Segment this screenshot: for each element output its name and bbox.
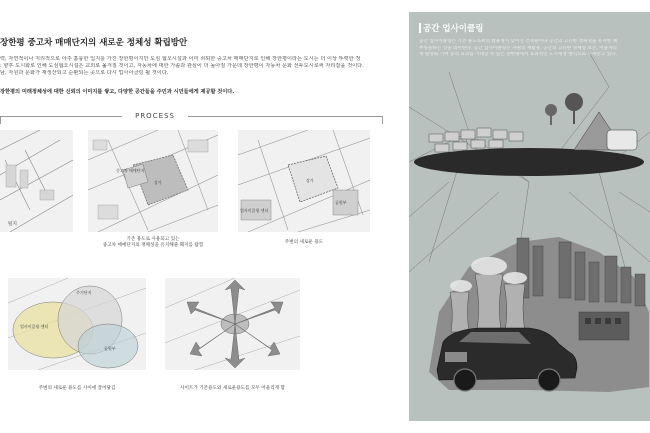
tagline: 장한평의 미래정체성에 대한 신뢰의 이미지를 쌓고, 다양한 공간들을 주민과 시민들에게 제공할 것이다.	[0, 89, 235, 95]
panel-label: 중고차 매매단지	[116, 168, 145, 173]
intro-line: 력, 자연적이나 지리적으로 아주 훌륭한 입지를 가진 장한평이지만 도심 혐오시설과 이미 쇠퇴한 중고차 매매단지로 인해 장한평이라는 도시는 더 이상 뚜렷한 정	[0, 56, 361, 62]
process-tick	[0, 116, 1, 124]
intro-paragraph	[0, 56, 395, 78]
page-title: 장한평 중고차 매매단지의 새로운 정체성 확립방안	[0, 38, 188, 48]
process-divider-left	[0, 116, 122, 117]
panel-label: 공원부	[335, 200, 347, 205]
process-heading: PROCESS	[135, 112, 175, 120]
process-diagram-3	[238, 130, 370, 232]
process-diagram-4	[8, 278, 146, 370]
title-accent-bar	[419, 23, 421, 33]
body-line: 계 활성화 기여 등의 효과를 기대할 수 있는 장한평에서 효과적인 도시재생 방식으로 주목받고 있다.	[419, 52, 617, 58]
upcycling-panel	[409, 12, 650, 421]
body-line: 공간 업사이클링은 기존 용도로써의 활용성이 낮아진 건축물이나 공간의 고유한 정체성을 유지한 채	[419, 39, 618, 44]
process-diagram-1	[0, 130, 73, 232]
panel-label: 공원부	[104, 346, 116, 351]
panel-label: 업사이클링 센터	[240, 208, 269, 213]
panel-caption: 주변의 새로운 용도	[284, 240, 324, 245]
process-divider-right	[188, 116, 383, 117]
panel-label: 상가	[306, 178, 314, 183]
process-diagram-5	[165, 278, 300, 370]
process-tick	[382, 116, 383, 124]
panel-label: 상가	[154, 180, 162, 185]
section-title: 공간 업사이클링	[423, 24, 484, 34]
process-diagram-2	[88, 130, 218, 232]
body-line: 부팅물하는 것을 의미한다. 공간 업사이클링은 자원의 재활용, 공간의 고유한 정체성 보존, 이용자의	[419, 45, 617, 51]
panel-caption: 털지	[8, 222, 17, 227]
intro-line: : 향후 도시화로 인해 도심혐오시설은 교외로 옮겨질 것이고, 자동차에 대한 가솔과 관심이 더 높아질 가운데 장한평이 자동차 문화 선두도시로써 자리잡을 것이다.	[0, 63, 364, 70]
panel-label: 업사이클링 센터	[20, 324, 49, 329]
section-body	[419, 39, 650, 59]
panel-caption: 기존 용도로 사용되고 있는 중고차 매매단지의 정체성을 유지해줄 훼지를 탐험	[102, 237, 204, 248]
intro-line: 남, 자원과 문화가 재생산되고 순환되는 곳으로 다시 업사이클링 될 것이다.	[0, 70, 169, 77]
panel-caption: 주변의 새로운 용도를 사이에 끌어당김	[38, 386, 116, 391]
upcycling-collage-image	[409, 12, 650, 421]
panel-label: 주거단지	[76, 290, 92, 295]
panel-caption: 사이트가 기존용도와 새로운용도를 모두 어울리게 함	[180, 386, 285, 391]
